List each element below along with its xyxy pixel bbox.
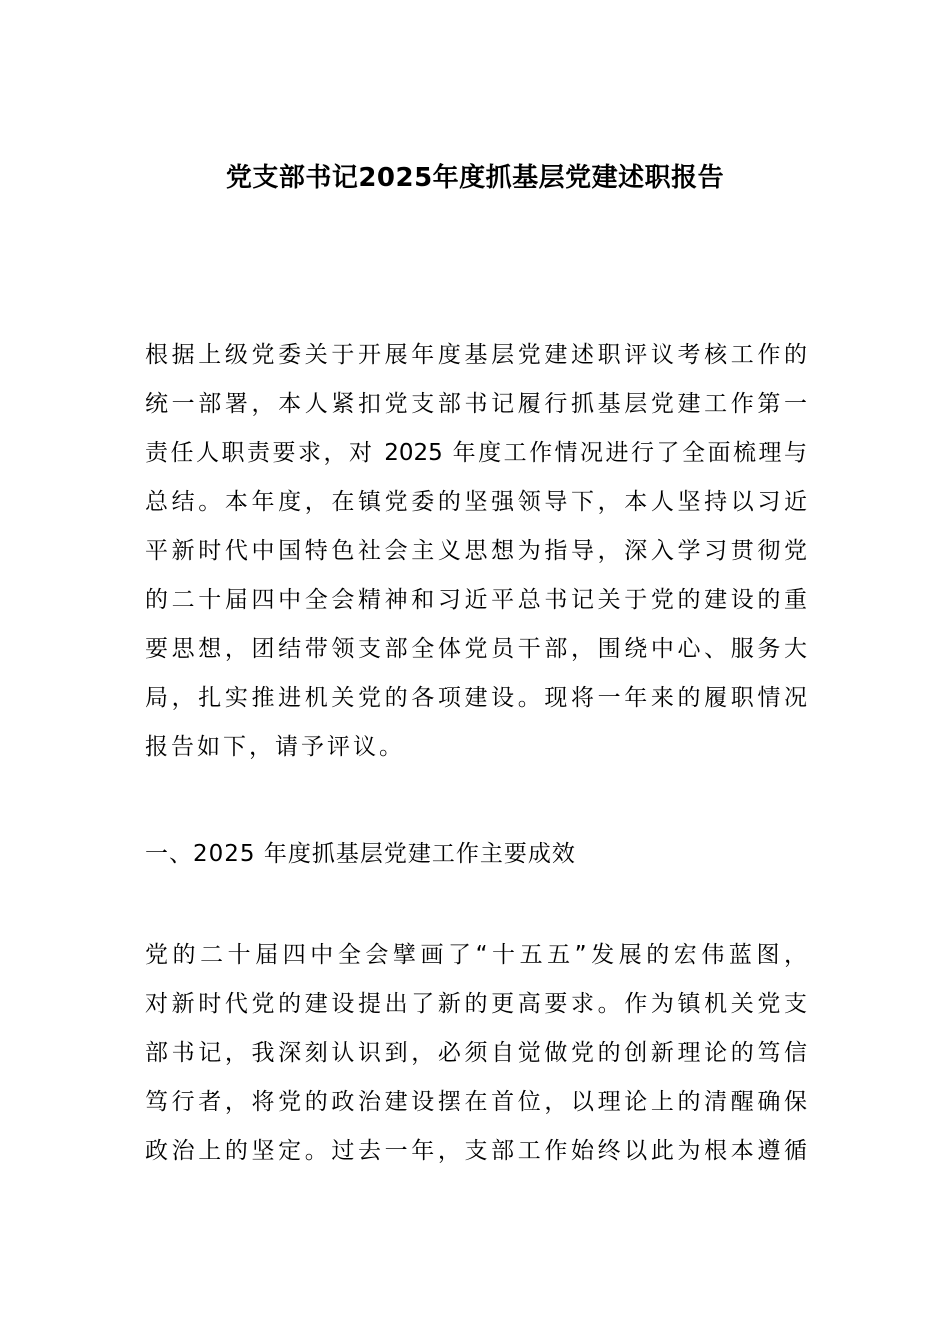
paragraph-line: 要思想，团结带领支部全体党员干部，围绕中心、服务大 [145,636,807,662]
paragraph-line: 党的二十届四中全会擘画了“十五五”发展的宏伟蓝图， [145,942,807,968]
section-heading: 一、2025 年度抓基层党建工作主要成效 [145,841,576,867]
paragraph-line: 平新时代中国特色社会主义思想为指导，深入学习贯彻党 [145,538,807,564]
document-title: 党支部书记2025年度抓基层党建述职报告 [225,163,725,193]
paragraph-line: 政治上的坚定。过去一年，支部工作始终以此为根本遵循 [145,1138,807,1164]
paragraph-line: 笃行者，将党的政治建设摆在首位，以理论上的清醒确保 [145,1089,807,1115]
paragraph-line: 报告如下，请予评议。 [145,734,405,760]
paragraph-line: 根据上级党委关于开展年度基层党建述职评议考核工作的 [145,342,807,368]
paragraph-line: 的二十届四中全会精神和习近平总书记关于党的建设的重 [145,587,807,613]
paragraph-line: 部书记，我深刻认识到，必须自觉做党的创新理论的笃信 [145,1040,807,1066]
paragraph-line: 统一部署，本人紧扣党支部书记履行抓基层党建工作第一 [145,391,807,417]
paragraph-line: 对新时代党的建设提出了新的更高要求。作为镇机关党支 [145,991,807,1017]
paragraph-line: 局，扎实推进机关党的各项建设。现将一年来的履职情况 [145,685,807,711]
paragraph-line: 总结。本年度，在镇党委的坚强领导下，本人坚持以习近 [145,489,807,515]
paragraph-line: 责任人职责要求，对 2025 年度工作情况进行了全面梳理与 [145,440,807,466]
